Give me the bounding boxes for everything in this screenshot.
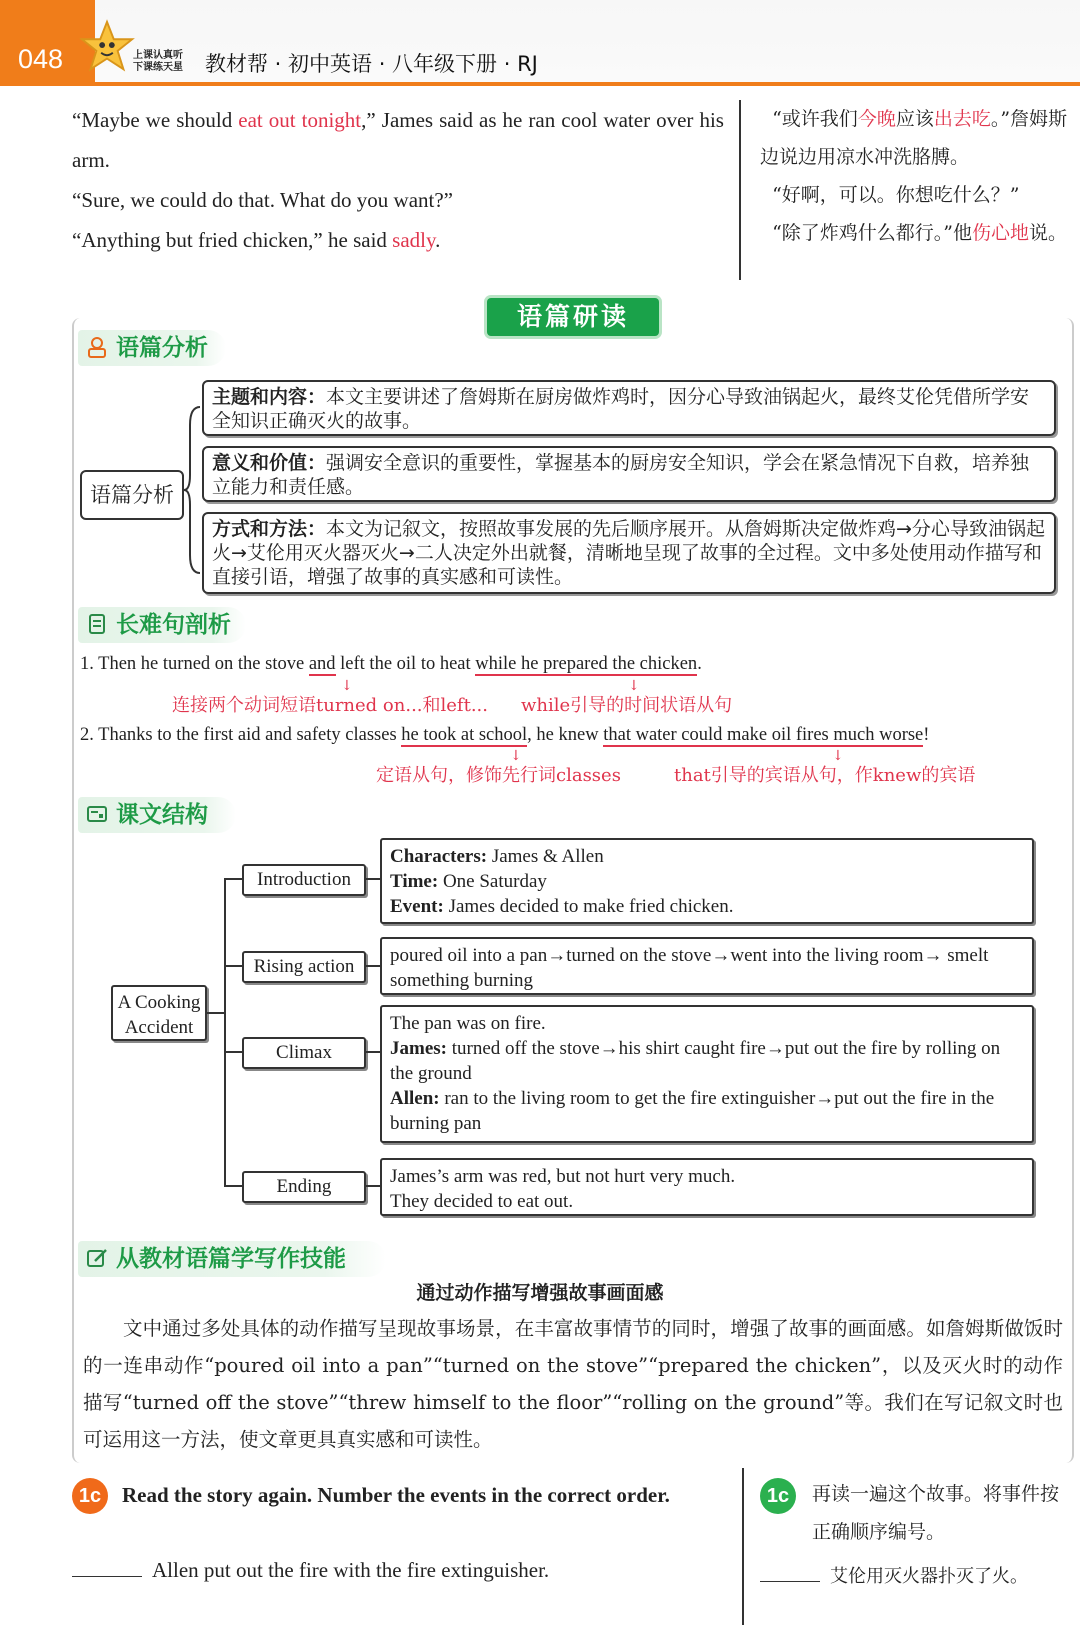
analysis-label: 语篇分析 [80,470,184,520]
section-tab-structure: 课文结构 [78,797,236,833]
page-number: 048 [18,44,64,74]
analysis-item: 方式和方法：本文为记叙文，按照故事发展的先后顺序展开。从詹姆斯决定做炸鸡→分心导致油锅起火→艾伦用灭火器灭火→二人决定外出就餐，清晰地呈现了故事的全过程。文中多处使用动作描写和直接引语，增强了故事的真实感和可读性。 [202,512,1056,594]
section-banner: 语篇研读 [487,298,659,336]
down-arrow-icon: ↓ [341,678,353,694]
stage-detail-introduction: Characters: James & Allen Time: One Saturday Event: James decided to make fried chicken. [380,838,1034,924]
stage-detail-climax: The pan was on fire. James: turned off the stove→his shirt caught fire→put out the fire by rolling on the ground Allen: ran to the living room to get the fire extinguisher→put out the fire in the burning pan [380,1005,1034,1143]
connector-line [207,1012,225,1014]
writing-body: 文中通过多处具体的动作描写呈现故事场景，在丰富故事情节的同时，增强了故事的画面感。如詹姆斯做饭时的一连串动作“poured oil into a pan”“turned on the stove”“prepared the chicken”，以及灭火时的动作描写“turned off the stove”“threw himself to the floor”“rolling on the ground”等。我们在写记叙文时也可运用这一方法，使文章更具真实感和可读性。 [83,1317,1063,1451]
story-chinese [760,100,1070,252]
story-en-line: “Anything but fried chicken,” he said sadly. [72,228,441,252]
section-tab-analysis: 语篇分析 [78,330,226,366]
sentence-1: 1. Then he turned on the stove and left the oil to heat while he prepared the chicken. [80,654,702,674]
sentence-2-note-2: that引导的宾语从句，作knew的宾语 [674,765,976,786]
mascot-star-icon [78,18,136,76]
answer-blank[interactable] [72,1576,142,1577]
down-arrow-icon: ↓ [832,748,844,764]
analysis-item: 意义和价值：强调安全意识的重要性，掌握基本的厨房安全知识，学会在紧急情况下自救，培养独立能力和责任感。 [202,446,1056,502]
connector-line [224,878,242,880]
down-arrow-icon: ↓ [628,678,640,694]
stage-introduction: Introduction [242,864,366,896]
exercise-instruction-cn: 再读一遍这个故事。将事件按正确顺序编号。 [812,1483,1060,1543]
connector-line [224,1185,242,1187]
column-divider [739,100,741,280]
column-divider [742,1468,744,1625]
stage-ending: Ending [242,1171,366,1203]
sentence-2-note-1: 定语从句，修饰先行词classes [376,765,621,786]
stage-detail-ending: James’s arm was red, but not hurt very much. They decided to eat out. [380,1158,1034,1216]
exercise-badge-en: 1c [72,1478,108,1514]
brace-connector [184,405,202,575]
section-tab-sentences: 长难句剖析 [78,607,246,643]
connector-line [224,878,226,1185]
document-icon [86,613,108,635]
connector-line [366,878,380,880]
section-tab-writing: 从教材语篇学写作技能 [78,1241,386,1277]
stage-climax: Climax [242,1037,366,1069]
page-header [0,0,1080,84]
connector-line [224,965,242,967]
analysis-icon [86,336,108,358]
stage-detail-rising-action: poured oil into a pan→turned on the stove→went into the living room→ smelt something burning [380,937,1034,995]
header-rule [0,82,1080,86]
connector-line [366,965,380,967]
answer-blank[interactable] [760,1581,820,1582]
writing-title: 通过动作描写增强故事画面感 [416,1282,664,1304]
exercise-badge-cn: 1c [760,1478,796,1514]
down-arrow-icon: ↓ [510,748,522,764]
connector-line [366,1185,380,1187]
story-cn-line: “或许我们今晚应该出去吃。”詹姆斯边说边用凉水冲洗胳膊。 [760,108,1068,168]
sentence-2: 2. Thanks to the first aid and safety classes he took at school, he knew that water could make oil fires much worse! [80,725,930,745]
sentence-1-note-2: while引导的时间状语从句 [521,695,733,716]
story-en-line: “Sure, we could do that. What do you want?” [72,188,454,212]
connector-line [224,1051,242,1053]
story-cn-line: “除了炸鸡什么都行。”他伤心地说。 [772,222,1068,244]
sentence-1-note-1: 连接两个动词短语turned on...和left... [172,695,488,716]
stage-rising-action: Rising action [242,951,366,983]
story-cn-line: “好啊，可以。你想吃什么？” [772,184,1020,206]
story-en-line: “Maybe we should eat out tonight,” James said as he ran cool water over his arm. [72,108,724,172]
book-title: 教材帮 · 初中英语 · 八年级下册 · RJ [205,52,538,76]
header-motto: 上课认真听 下课练天星 [133,50,183,73]
event-item-cn: 艾伦用灭火器扑灭了火。 [760,1562,1028,1588]
structure-icon [86,803,108,825]
story-english [72,100,724,260]
event-item-en: Allen put out the fire with the fire extinguisher. [72,1558,549,1583]
connector-line [366,1051,380,1053]
exercise-instruction-en: Read the story again. Number the events in the correct order. [122,1483,670,1507]
edit-icon [86,1247,108,1269]
structure-root: A Cooking Accident [111,985,207,1041]
analysis-item: 主题和内容：本文主要讲述了詹姆斯在厨房做炸鸡时，因分心导致油锅起火，最终艾伦凭借所学安全知识正确灭火的故事。 [202,380,1056,436]
